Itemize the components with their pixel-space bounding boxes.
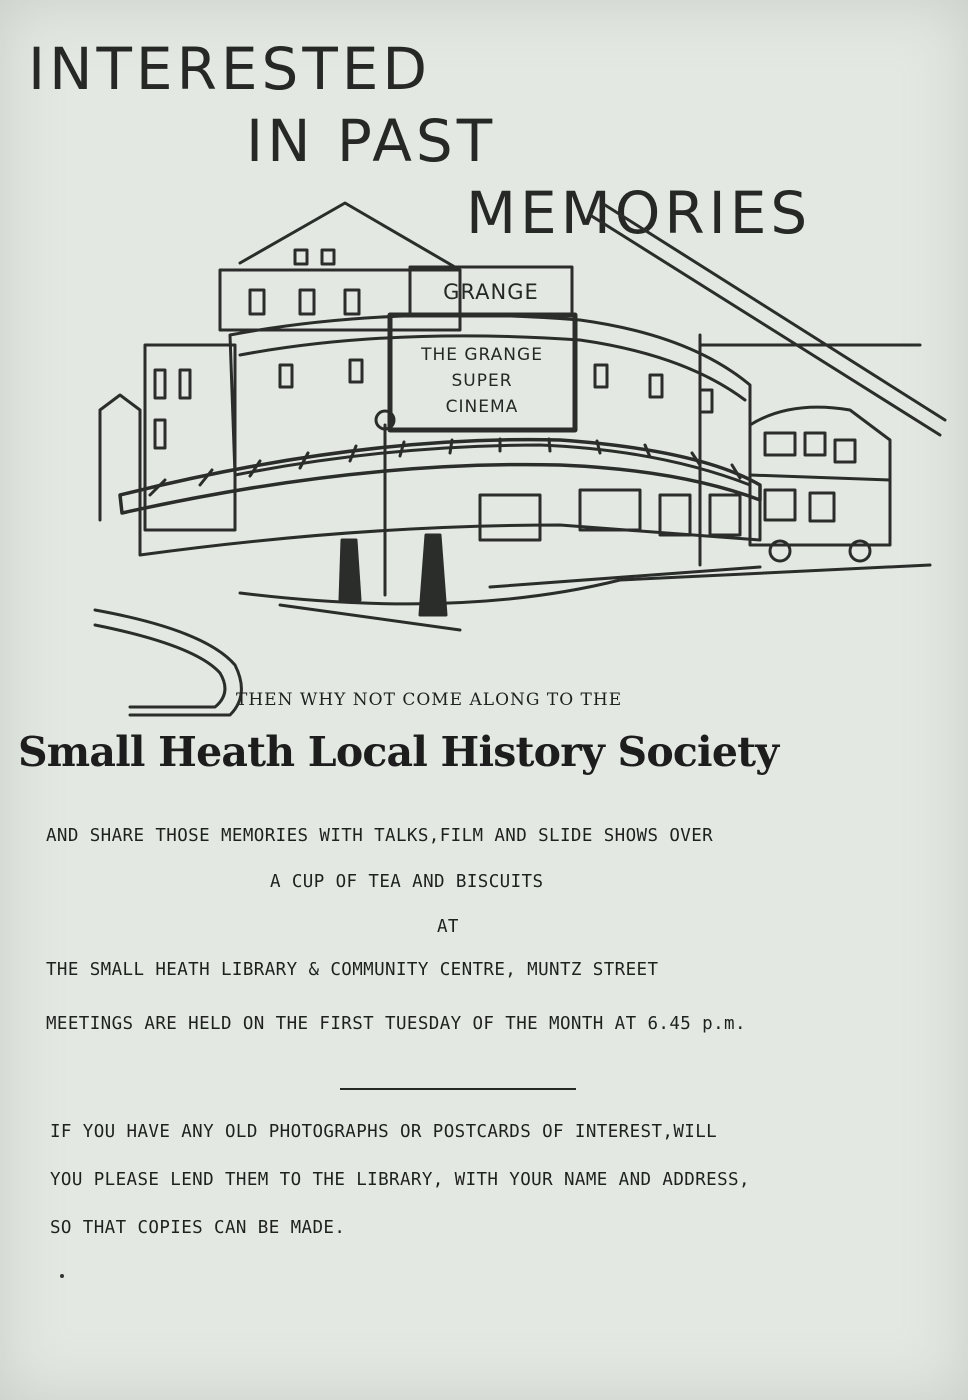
details-line-2: A CUP OF TEA AND BISCUITS [270,872,544,892]
rooftop-sign-text: GRANGE [443,280,539,304]
intro-text: THEN WHY NOT COME ALONG TO THE [236,690,623,710]
facade-sign-line-1: THE GRANGE [421,345,543,365]
cinema-building-drawing-icon [60,195,950,725]
details-line-1: AND SHARE THOSE MEMORIES WITH TALKS,FILM AND SLIDE SHOWS OVER [46,826,714,846]
details-line-4: THE SMALL HEATH LIBRARY & COMMUNITY CENTRE, MUNTZ STREET [46,960,659,980]
headline-line-1: INTERESTED [28,35,432,103]
ink-speck [60,1274,64,1278]
request-line-1: IF YOU HAVE ANY OLD PHOTOGRAPHS OR POSTCARDS OF INTEREST,WILL [50,1122,718,1142]
headline-line-2: IN PAST [246,107,497,175]
headline-line-3: MEMORIES [466,179,812,247]
society-name: Small Heath Local History Society [18,728,779,776]
facade-sign-line-3: CINEMA [445,397,519,417]
request-line-2: YOU PLEASE LEND THEM TO THE LIBRARY, WITH YOUR NAME AND ADDRESS, [50,1170,750,1190]
facade-sign-line-2: SUPER [451,371,513,391]
details-line-5: MEETINGS ARE HELD ON THE FIRST TUESDAY OF THE MONTH AT 6.45 p.m. [46,1014,746,1034]
request-line-3: SO THAT COPIES CAN BE MADE. [50,1218,346,1238]
details-line-3: AT [437,917,459,937]
divider [340,1088,576,1090]
